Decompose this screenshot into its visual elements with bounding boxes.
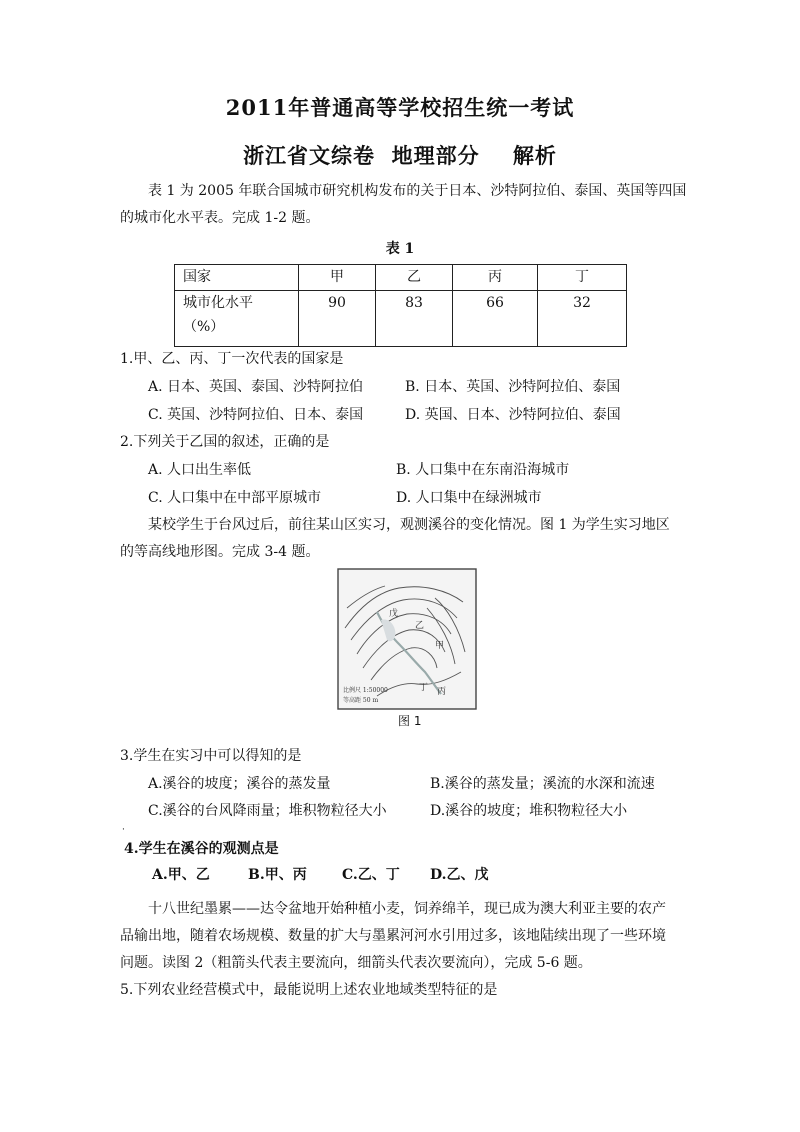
q4-option-b: B.甲、丙 <box>248 867 307 883</box>
map-contour-interval: 等高距 50 m <box>343 697 379 704</box>
map-scale: 比例尺 1:50000 <box>343 687 388 694</box>
contour-map <box>337 568 477 710</box>
intro-table-line2: 的城市化水平表。完成 1-2 题。 <box>120 210 320 226</box>
value-bing: 66 <box>453 291 538 347</box>
label-bing: 丙 <box>437 687 447 697</box>
header-country: 国家 <box>175 265 299 291</box>
table1-caption: 表 1 <box>385 241 415 257</box>
value-ding: 32 <box>538 291 627 347</box>
header-jia: 甲 <box>299 265 376 291</box>
q1-option-d: D. 英国、日本、沙特阿拉伯、泰国 <box>405 407 621 423</box>
header-yi: 乙 <box>376 265 453 291</box>
intro-murray-line1: 十八世纪墨累——达令盆地开始种植小麦，饲养绵羊，现已成为澳大利亚主要的农产 <box>148 901 666 917</box>
q3-option-b: B.溪谷的蒸发量；溪流的水深和流速 <box>430 776 655 792</box>
urbanization-table <box>174 264 627 347</box>
q2-option-a: A. 人口出生率低 <box>148 462 252 478</box>
q1-option-c: C. 英国、沙特阿拉伯、日本、泰国 <box>148 407 364 423</box>
intro-map-line1: 某校学生于台风过后，前往某山区实习，观测溪谷的变化情况。图 1 为学生实习地区 <box>148 517 670 533</box>
header-ding: 丁 <box>538 265 627 291</box>
table-row <box>175 291 627 347</box>
q2-stem: 2.下列关于乙国的叙述，正确的是 <box>120 434 330 450</box>
q1-option-a: A. 日本、英国、泰国、沙特阿拉伯 <box>148 379 364 395</box>
exam-subtitle: 浙江省文综卷 地理部分 解析 <box>243 143 557 168</box>
row-label-main: 城市化水平 <box>183 295 253 311</box>
q3-option-d: D.溪谷的坡度；堆积物粒径大小 <box>430 803 628 819</box>
header-bing: 丙 <box>453 265 538 291</box>
q3-option-a: A.溪谷的坡度；溪谷的蒸发量 <box>148 776 331 792</box>
q4-option-a: A.甲、乙 <box>152 867 210 883</box>
q2-option-b: B. 人口集中在东南沿海城市 <box>396 462 570 478</box>
table-header-row <box>175 265 627 291</box>
q3-option-c: C.溪谷的台风降雨量；堆积物粒径大小 <box>148 803 387 819</box>
value-yi: 83 <box>376 291 453 347</box>
label-ding: 丁 <box>419 683 429 693</box>
q2-option-c: C. 人口集中在中部平原城市 <box>148 490 322 506</box>
intro-table-line1: 表 1 为 2005 年联合国城市研究机构发布的关于日本、沙特阿拉伯、泰国、英国等四国 <box>148 183 687 199</box>
value-jia: 90 <box>299 291 376 347</box>
figure1-caption: 图 1 <box>398 714 422 728</box>
q4-option-d: D.乙、戊 <box>430 867 489 883</box>
q4-option-c: C.乙、丁 <box>342 867 400 883</box>
intro-murray-line2: 品输出地，随着农场规模、数量的扩大与墨累河河水引用过多，该地陆续出现了一些环境 <box>120 928 666 944</box>
q1-stem: 1.甲、乙、丙、丁一次代表的国家是 <box>120 351 344 367</box>
contour-map-figure <box>337 568 477 710</box>
label-yi: 乙 <box>415 621 425 631</box>
q2-option-d: D. 人口集中在绿洲城市 <box>396 490 542 506</box>
exam-title: 2011年普通高等学校招生统一考试 <box>225 95 575 120</box>
label-wu: 戊 <box>389 609 399 619</box>
intro-murray-line3: 问题。读图 2（粗箭头代表主要流向，细箭头代表次要流向），完成 5-6 题。 <box>120 955 592 971</box>
intro-map-line2: 的等高线地形图。完成 3-4 题。 <box>120 544 320 560</box>
q1-option-b: B. 日本、英国、沙特阿拉伯、泰国 <box>405 379 621 395</box>
row-label-unit: （%） <box>183 319 225 335</box>
stray-mark: · <box>122 825 125 835</box>
row-label <box>175 291 299 347</box>
q4-stem: 4.学生在溪谷的观测点是 <box>124 841 279 857</box>
q5-stem: 5.下列农业经营模式中，最能说明上述农业地域类型特征的是 <box>120 982 498 998</box>
label-jia: 甲 <box>435 641 445 651</box>
q3-stem: 3.学生在实习中可以得知的是 <box>120 748 302 764</box>
